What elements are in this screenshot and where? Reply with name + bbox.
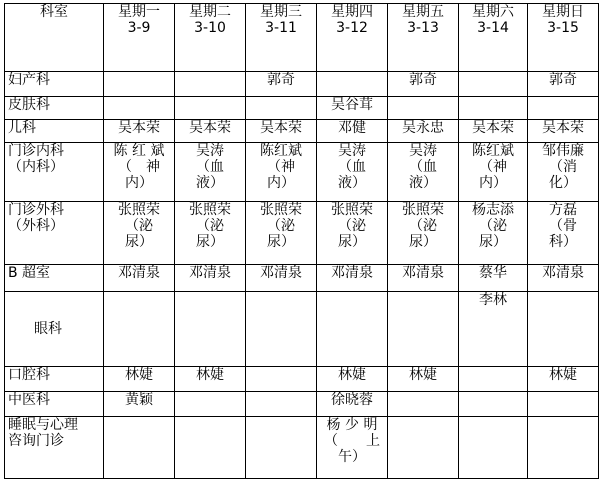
schedule-cell [246, 416, 317, 478]
day-date: 3-12 [336, 20, 368, 36]
schedule-cell [459, 142, 528, 201]
schedule-cell [388, 291, 459, 367]
doctor-name: 张照荣 （泌 尿） [331, 201, 373, 250]
doctor-name: 陈 红 斌 （ 神 内） [113, 142, 165, 191]
dept-header-label: 科室 [40, 4, 68, 20]
day-header-cell [317, 4, 388, 72]
day-name: 星期三 [260, 4, 302, 20]
schedule-cell [317, 142, 388, 201]
schedule-cell [317, 392, 388, 417]
doctor-name: 徐晓蓉 [331, 392, 373, 409]
schedule-body [5, 4, 599, 479]
doctor-name: 吴本荣 [472, 119, 514, 136]
day-name: 星期五 [402, 4, 444, 20]
dept-cell [5, 416, 104, 478]
dept-name: 妇产科 [8, 72, 50, 89]
schedule-cell [459, 291, 528, 367]
schedule-row [5, 291, 599, 367]
day-date: 3-14 [477, 20, 509, 36]
schedule-row [5, 264, 599, 291]
doctor-name: 林婕 [196, 367, 224, 384]
schedule-cell [459, 119, 528, 142]
schedule-cell [175, 264, 246, 291]
doctor-name: 吴本荣 [189, 119, 231, 136]
schedule-row [5, 142, 599, 201]
schedule-cell [104, 264, 175, 291]
schedule-cell [246, 367, 317, 392]
doctor-name: 林婕 [338, 367, 366, 384]
dept-name: B 超室 [8, 264, 51, 281]
day-header-cell [246, 4, 317, 72]
doctor-name: 邓清泉 [542, 264, 584, 281]
schedule-cell [246, 97, 317, 120]
dept-cell [5, 72, 104, 97]
doctor-name: 杨志添 （泌 尿） [472, 201, 514, 250]
schedule-table [4, 3, 599, 479]
schedule-row [5, 97, 599, 120]
schedule-cell [175, 142, 246, 201]
doctor-name: 吴本荣 [118, 119, 160, 136]
doctor-name: 蔡华 [479, 264, 507, 281]
schedule-cell [459, 201, 528, 264]
schedule-cell [317, 416, 388, 478]
schedule-cell [459, 97, 528, 120]
doctor-name: 陈红斌 （神 内） [260, 142, 302, 191]
schedule-cell [104, 142, 175, 201]
schedule-cell [459, 72, 528, 97]
schedule-cell [175, 97, 246, 120]
schedule-cell [175, 416, 246, 478]
schedule-cell [317, 97, 388, 120]
schedule-cell [528, 416, 599, 478]
dept-cell [5, 201, 104, 264]
day-name: 星期四 [331, 4, 373, 20]
doctor-name: 杨 少 明 （ 上 午） [324, 416, 380, 465]
schedule-cell [175, 201, 246, 264]
day-name: 星期一 [118, 4, 160, 20]
schedule-cell [317, 72, 388, 97]
schedule-cell [459, 367, 528, 392]
doctor-name: 邓清泉 [118, 264, 160, 281]
schedule-row [5, 392, 599, 417]
schedule-cell [317, 201, 388, 264]
schedule-cell [528, 119, 599, 142]
doctor-name: 林婕 [409, 367, 437, 384]
schedule-cell [104, 97, 175, 120]
schedule-cell [175, 119, 246, 142]
dept-name: 中医科 [8, 392, 50, 409]
schedule-cell [528, 367, 599, 392]
dept-cell [5, 264, 104, 291]
dept-cell [5, 392, 104, 417]
schedule-cell [175, 367, 246, 392]
doctor-name: 黄颖 [125, 392, 153, 409]
doctor-name: 林婕 [549, 367, 577, 384]
dept-name: 眼科 [34, 320, 62, 337]
day-date: 3-10 [194, 20, 226, 36]
doctor-name: 邓清泉 [260, 264, 302, 281]
doctor-name: 吴永忠 [402, 119, 444, 136]
schedule-cell [104, 72, 175, 97]
schedule-cell [388, 264, 459, 291]
schedule-cell [104, 416, 175, 478]
doctor-name: 邹伟廉 （消 化） [542, 142, 584, 191]
schedule-cell [528, 72, 599, 97]
dept-name: 门诊外科 （外科） [8, 201, 64, 234]
dept-name: 门诊内科 （内科） [8, 142, 64, 175]
doctor-name: 李林 [479, 291, 507, 308]
dept-name: 口腔科 [8, 367, 50, 384]
schedule-cell [246, 392, 317, 417]
header-row [5, 4, 599, 72]
schedule-row [5, 119, 599, 142]
doctor-name: 方磊 （骨 科） [549, 201, 577, 250]
schedule-cell [388, 72, 459, 97]
doctor-name: 张照荣 （泌 尿） [118, 201, 160, 250]
dept-name: 睡眠与心理 咨询门诊 [8, 416, 78, 449]
day-date: 3-11 [265, 20, 297, 36]
doctor-name: 邓清泉 [189, 264, 231, 281]
schedule-cell [104, 367, 175, 392]
schedule-cell [246, 291, 317, 367]
doctor-name: 吴本荣 [542, 119, 584, 136]
schedule-cell [459, 264, 528, 291]
schedule-cell [528, 142, 599, 201]
dept-cell [5, 291, 104, 367]
schedule-cell [388, 201, 459, 264]
schedule-row [5, 201, 599, 264]
schedule-cell [104, 201, 175, 264]
dept-cell [5, 97, 104, 120]
doctor-name: 邓清泉 [331, 264, 373, 281]
schedule-cell [528, 392, 599, 417]
doctor-name: 吴涛 （血 液） [196, 142, 224, 191]
doctor-name: 郭奇 [549, 72, 577, 89]
day-header-cell [388, 4, 459, 72]
schedule-cell [388, 392, 459, 417]
doctor-name: 吴本荣 [260, 119, 302, 136]
day-date: 3-15 [547, 20, 579, 36]
day-name: 星期二 [189, 4, 231, 20]
schedule-cell [175, 392, 246, 417]
schedule-cell [388, 119, 459, 142]
schedule-row [5, 416, 599, 478]
day-date: 3-13 [407, 20, 439, 36]
schedule-cell [528, 264, 599, 291]
day-header-cell [175, 4, 246, 72]
schedule-cell [175, 72, 246, 97]
schedule-row [5, 72, 599, 97]
schedule-cell [388, 416, 459, 478]
dept-cell [5, 367, 104, 392]
dept-name: 儿科 [8, 119, 36, 136]
schedule-cell [246, 201, 317, 264]
schedule-cell [104, 291, 175, 367]
schedule-cell [459, 416, 528, 478]
day-header-cell [459, 4, 528, 72]
schedule-cell [104, 392, 175, 417]
doctor-name: 郭奇 [267, 72, 295, 89]
doctor-name: 郭奇 [409, 72, 437, 89]
day-header-cell [528, 4, 599, 72]
doctor-name: 邓清泉 [402, 264, 444, 281]
dept-name: 皮肤科 [8, 97, 50, 114]
schedule-cell [459, 392, 528, 417]
schedule-cell [388, 97, 459, 120]
schedule-cell [104, 119, 175, 142]
day-header-cell [104, 4, 175, 72]
day-date: 3-9 [127, 20, 151, 36]
doctor-name: 张照荣 （泌 尿） [189, 201, 231, 250]
doctor-name: 吴涛 （血 液） [409, 142, 437, 191]
schedule-cell [317, 291, 388, 367]
doctor-name: 吴涛 （血 液） [338, 142, 366, 191]
schedule-cell [246, 142, 317, 201]
schedule-cell [388, 367, 459, 392]
dept-cell [5, 119, 104, 142]
schedule-cell [317, 119, 388, 142]
schedule-row [5, 367, 599, 392]
schedule-cell [528, 97, 599, 120]
schedule-cell [317, 264, 388, 291]
doctor-name: 吴谷茸 [331, 97, 373, 114]
doctor-name: 张照荣 （泌 尿） [260, 201, 302, 250]
doctor-name: 张照荣 （泌 尿） [402, 201, 444, 250]
schedule-cell [388, 142, 459, 201]
doctor-name: 邓健 [338, 119, 366, 136]
dept-cell [5, 142, 104, 201]
header-dept-cell [5, 4, 104, 72]
doctor-name: 林婕 [125, 367, 153, 384]
doctor-name: 陈红斌 （神 内） [472, 142, 514, 191]
schedule-cell [246, 72, 317, 97]
day-name: 星期日 [542, 4, 584, 20]
schedule-cell [528, 201, 599, 264]
schedule-cell [246, 264, 317, 291]
schedule-cell [175, 291, 246, 367]
schedule-cell [246, 119, 317, 142]
schedule-cell [528, 291, 599, 367]
schedule-cell [317, 367, 388, 392]
day-name: 星期六 [472, 4, 514, 20]
